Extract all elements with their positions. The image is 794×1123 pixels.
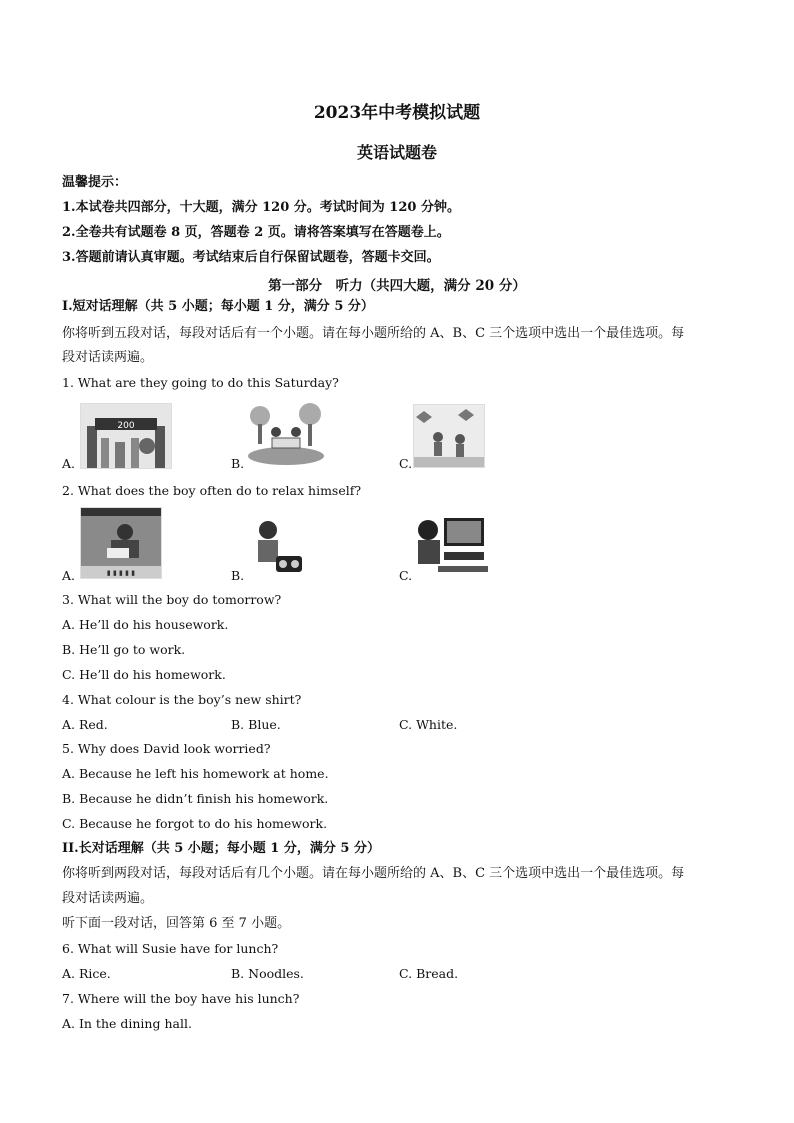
q2-option-b-label: B. bbox=[231, 568, 245, 583]
q2-option-c-image bbox=[414, 512, 488, 578]
tip-item-1: 1.本试卷共四部分，十大题，满分 120 分。考试时间为 120 分钟。 bbox=[62, 200, 460, 215]
zoo-gate-picture bbox=[81, 404, 171, 468]
question-1: 1. What are they going to do this Saturday? bbox=[62, 375, 339, 390]
listen-note: 听下面一段对话，回答第 6 至 7 小题。 bbox=[62, 916, 291, 931]
exam-title: 2023年中考模拟试题 bbox=[313, 103, 481, 123]
book-icon: ▮ ▮ ▮ ▮ ▮ bbox=[106, 569, 136, 577]
section2-instruction-cont: 段对话读两遍。 bbox=[62, 891, 154, 906]
tips-heading: 温馨提示： bbox=[62, 175, 128, 190]
reading-book-picture bbox=[81, 508, 161, 578]
q2-option-b-image bbox=[246, 516, 308, 578]
q6-option-c: C. Bread. bbox=[399, 966, 459, 981]
q3-option-b: B. He’ll go to work. bbox=[62, 642, 186, 657]
section1-heading: I.短对话理解（共 5 小题；每小题 1 分，满分 5 分） bbox=[62, 299, 374, 314]
q1-option-c-label: C. bbox=[399, 456, 413, 471]
zoo-sign-text: 200 bbox=[117, 421, 135, 431]
q5-option-c: C. Because he forgot to do his homework. bbox=[62, 816, 328, 831]
q4-option-b: B. Blue. bbox=[231, 717, 281, 732]
question-6: 6. What will Susie have for lunch? bbox=[62, 941, 279, 956]
tip-item-3: 3.答题前请认真审题。考试结束后自行保留试题卷，答题卡交回。 bbox=[62, 250, 440, 265]
q2-option-c-label: C. bbox=[399, 568, 413, 583]
question-3: 3. What will the boy do tomorrow? bbox=[62, 592, 282, 607]
q3-option-c: C. He’ll do his homework. bbox=[62, 667, 226, 682]
q5-option-b: B. Because he didn’t finish his homework. bbox=[62, 791, 329, 806]
q6-option-b: B. Noodles. bbox=[231, 966, 304, 981]
section2-instruction: 你将听到两段对话，每段对话后有几个小题。请在每小题所给的 A、B、C 三个选项中选出一个最佳选项。每 bbox=[62, 866, 685, 881]
q1-option-a-image bbox=[80, 403, 172, 469]
exam-subtitle: 英语试题卷 bbox=[356, 143, 437, 162]
q1-option-b-image bbox=[246, 400, 326, 466]
q3-option-a: A. He’ll do his housework. bbox=[62, 617, 229, 632]
question-5: 5. Why does David look worried? bbox=[62, 741, 271, 756]
section1-instruction-cont: 段对话读两遍。 bbox=[62, 350, 154, 365]
q6-option-a: A. Rice. bbox=[62, 966, 111, 981]
q1-option-b-label: B. bbox=[231, 456, 245, 471]
q7-option-a: A. In the dining hall. bbox=[62, 1016, 192, 1031]
part1-heading: 第一部分 听力（共四大题，满分 20 分） bbox=[268, 278, 526, 294]
picnic-picture bbox=[246, 400, 326, 466]
q2-option-a-image bbox=[80, 507, 162, 579]
q1-option-c-image bbox=[413, 404, 485, 468]
q1-option-a-label: A. bbox=[62, 456, 76, 471]
section1-instruction: 你将听到五段对话，每段对话后有一个小题。请在每小题所给的 A、B、C 三个选项中选出一个最佳选项。每 bbox=[62, 326, 685, 341]
q4-option-a: A. Red. bbox=[62, 717, 108, 732]
kite-flying-picture bbox=[414, 405, 484, 467]
question-7: 7. Where will the boy have his lunch? bbox=[62, 991, 300, 1006]
question-4: 4. What colour is the boy’s new shirt? bbox=[62, 692, 302, 707]
q4-option-c: C. White. bbox=[399, 717, 458, 732]
radio-music-picture bbox=[246, 516, 308, 578]
q2-option-a-label: A. bbox=[62, 568, 76, 583]
q5-option-a: A. Because he left his homework at home. bbox=[62, 766, 329, 781]
section2-heading: II.长对话理解（共 5 小题；每小题 1 分，满分 5 分） bbox=[62, 841, 380, 856]
tip-item-2: 2.全卷共有试题卷 8 页，答题卷 2 页。请将答案填写在答题卷上。 bbox=[62, 225, 450, 240]
question-2: 2. What does the boy often do to relax himself? bbox=[62, 483, 362, 498]
computer-game-picture bbox=[414, 512, 488, 578]
